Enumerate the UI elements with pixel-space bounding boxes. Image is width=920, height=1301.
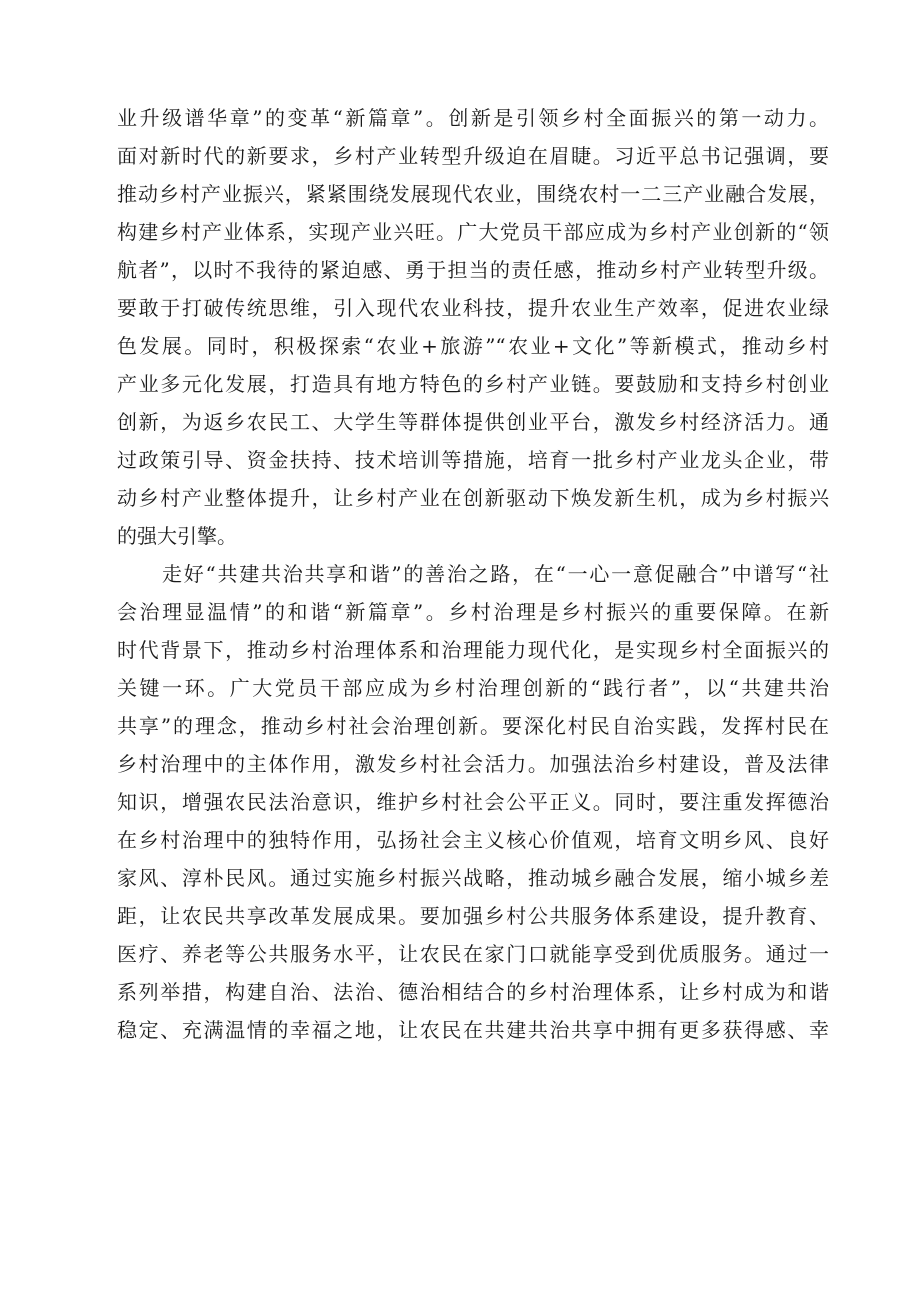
- text-line: 系列举措，构建自治、法治、德治相结合的乡村治理体系，让乡村成为和谐: [117, 980, 829, 1004]
- text-line: 走好“共建共治共享和谐”的善治之路，在“一心一意促融合”中谱写“社: [162, 562, 829, 586]
- text-line: 的强大引擎。: [117, 524, 237, 548]
- text-line: 要敢于打破传统思维，引入现代农业科技，提升农业生产效率，促进农业绿: [117, 296, 829, 320]
- text-line: 产业多元化发展，打造具有地方特色的乡村产业链。要鼓励和支持乡村创业: [117, 372, 829, 396]
- text-line: 航者”，以时不我待的紧迫感、勇于担当的责任感，推动乡村产业转型升级。: [117, 258, 829, 282]
- text-line: 业升级谱华章”的变革“新篇章”。创新是引领乡村全面振兴的第一动力。: [117, 106, 829, 130]
- text-line: 家风、淳朴民风。通过实施乡村振兴战略，推动城乡融合发展，缩小城乡差: [117, 866, 829, 890]
- text-line: 知识，增强农民法治意识，维护乡村社会公平正义。同时，要注重发挥德治: [117, 790, 829, 814]
- text-line: 构建乡村产业体系，实现产业兴旺。广大党员干部应成为乡村产业创新的“领: [117, 220, 829, 244]
- text-line: 距，让农民共享改革发展成果。要加强乡村公共服务体系建设，提升教育、: [117, 904, 829, 928]
- text-line: 时代背景下，推动乡村治理体系和治理能力现代化，是实现乡村全面振兴的: [117, 638, 829, 662]
- text-line: 创新，为返乡农民工、大学生等群体提供创业平台，激发乡村经济活力。通: [117, 410, 829, 434]
- text-line: 色发展。同时，积极探索“农业+旅游”“农业+文化”等新模式，推动乡村: [117, 334, 829, 358]
- text-line: 乡村治理中的主体作用，激发乡村社会活力。加强法治乡村建设，普及法律: [117, 752, 829, 776]
- paragraph-1: [117, 99, 829, 555]
- text-line: 关键一环。广大党员干部应成为乡村治理创新的“践行者”，以“共建共治: [117, 676, 829, 700]
- text-line: 医疗、养老等公共服务水平，让农民在家门口就能享受到优质服务。通过一: [117, 942, 829, 966]
- text-line: 共享”的理念，推动乡村社会治理创新。要深化村民自治实践，发挥村民在: [117, 714, 829, 738]
- text-line: 稳定、充满温情的幸福之地，让农民在共建共治共享中拥有更多获得感、幸: [117, 1018, 829, 1042]
- text-line: 过政策引导、资金扶持、技术培训等措施，培育一批乡村产业龙头企业，带: [117, 448, 829, 472]
- text-line: 会治理显温情”的和谐“新篇章”。乡村治理是乡村振兴的重要保障。在新: [117, 600, 829, 624]
- document-body: [117, 99, 829, 1049]
- paragraph-2: [117, 555, 829, 1049]
- text-line: 在乡村治理中的独特作用，弘扬社会主义核心价值观，培育文明乡风、良好: [117, 828, 829, 852]
- text-line: 面对新时代的新要求，乡村产业转型升级迫在眉睫。习近平总书记强调，要: [117, 144, 829, 168]
- text-line: 动乡村产业整体提升，让乡村产业在创新驱动下焕发新生机，成为乡村振兴: [117, 486, 829, 510]
- text-line: 推动乡村产业振兴，紧紧围绕发展现代农业，围绕农村一二三产业融合发展，: [117, 182, 829, 206]
